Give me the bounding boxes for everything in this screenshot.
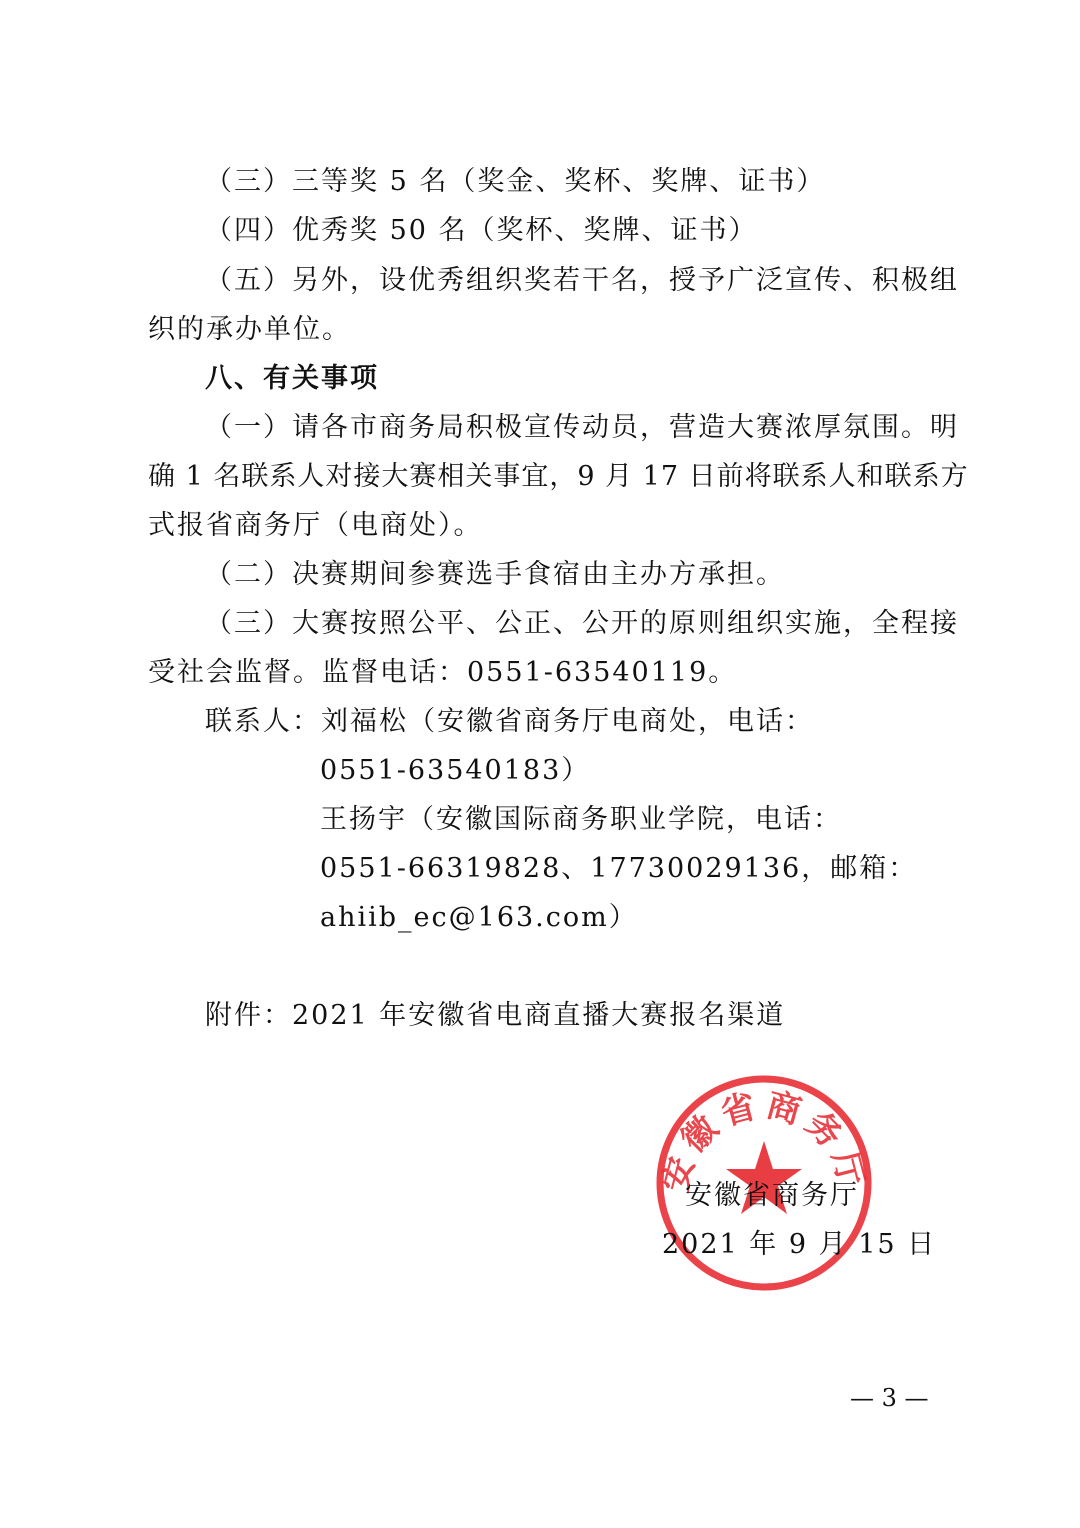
paragraph-item-three: （三）大赛按照公平、公正、公开的原则组织实施，全程接 [205, 608, 959, 639]
seal-text: 安徽省商务厅 [655, 1084, 873, 1197]
signature-date: 2021 年 9 月 15 日 [662, 1229, 937, 1260]
paragraph-item-one-end: 式报省商务厅（电商处）。 [148, 510, 483, 541]
paragraph-third-prize: （三）三等奖 5 名（奖金、奖杯、奖牌、证书） [205, 166, 826, 197]
contact-line: 联系人：刘福松（安徽省商务厅电商处，电话： [205, 706, 814, 737]
paragraph-item-two: （二）决赛期间参赛选手食宿由主办方承担。 [205, 559, 785, 590]
paragraph-item-one: （一）请各市商务局积极宣传动员，营造大赛浓厚氛围。明 [205, 412, 959, 443]
page-number: — 3 — [850, 1384, 929, 1412]
paragraph-organization-award: （五）另外，设优秀组织奖若干名，授予广泛宣传、积极组 [205, 265, 959, 296]
contact-phone-1: 0551-63540183） [320, 755, 591, 786]
contact-email: ahiib_ec@163.com） [320, 902, 638, 933]
contact-person-2: 王扬宇（安徽国际商务职业学院，电话： [320, 804, 842, 835]
paragraph-excellence-prize: （四）优秀奖 50 名（奖杯、奖牌、证书） [205, 215, 758, 246]
contact-phone-2: 0551-66319828、17730029136，邮箱： [320, 853, 918, 884]
paragraph-item-one-cont: 确 1 名联系人对接大赛相关事宜，9 月 17 日前将联系人和联系方 [148, 461, 969, 492]
attachment-line: 附件：2021 年安徽省电商直播大赛报名渠道 [205, 1000, 786, 1031]
signature-org: 安徽省商务厅 [685, 1180, 859, 1211]
paragraph-item-three-cont: 受社会监督。监督电话：0551-63540119。 [148, 657, 738, 688]
section-heading: 八、有关事项 [205, 363, 379, 394]
paragraph-organization-award-cont: 织的承办单位。 [148, 314, 351, 345]
